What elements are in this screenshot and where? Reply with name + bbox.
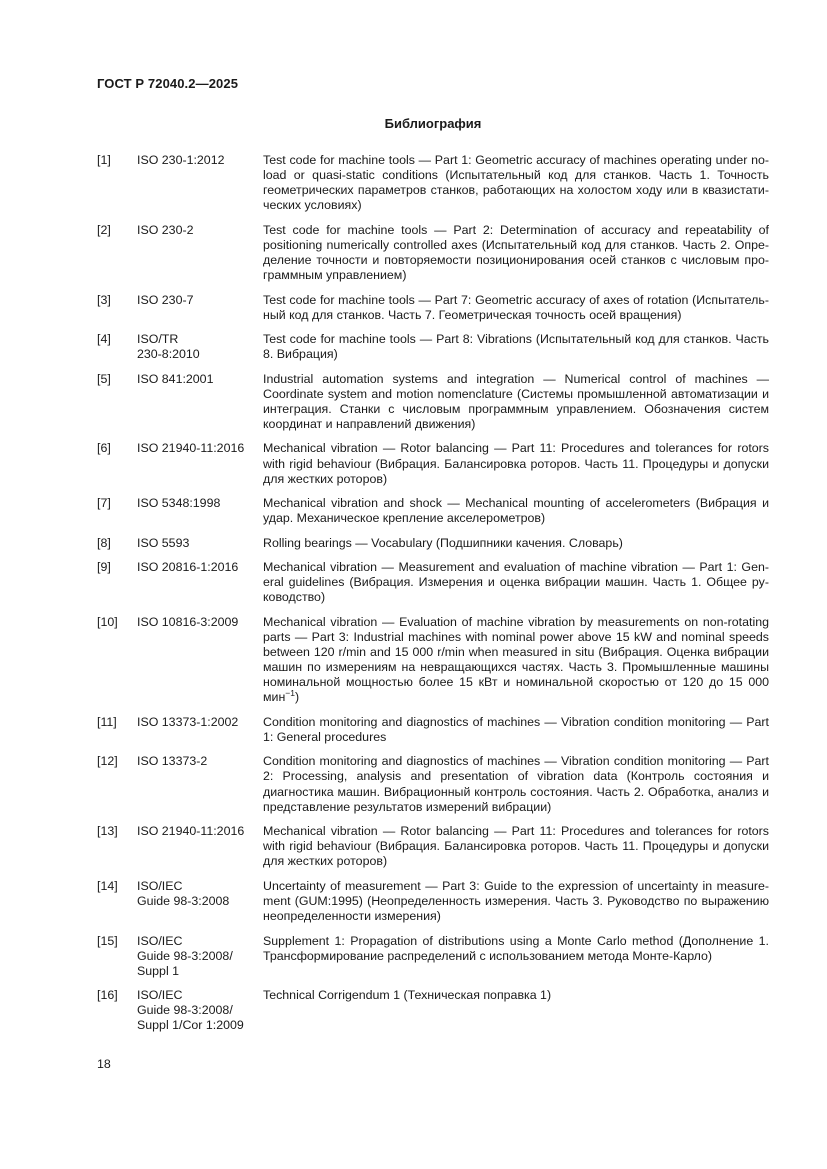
entry-text: Mechanical vibration and shock — Mechanical mounting of accelerometers (Вибрация и удар. Механическое крепление акселерометров) xyxy=(263,496,769,526)
entry-text: Uncertainty of measurement — Part 3: Guide to the expression of uncertainty in measurement (GUM:1995) (Неопределенность измерения. Часть 3. Руководство по выражению неопределенности измерения) xyxy=(263,878,769,924)
entry-text: Industrial automation systems and integration — Numerical control of machines — Coordinate system and motion nomenclature (Системы промышленной автоматизации и интеграция. Станки с числовым программным управлением. Обозначения систем координат и направлений движения) xyxy=(263,371,769,431)
entry-code xyxy=(137,934,263,979)
entry-code: ISO 5348:1998 xyxy=(137,496,221,511)
entry-text: Supplement 1: Propagation of distributions using a Monte Carlo method (Дополнение 1. Трансформирование распределений с использованием метода Монте-Карло) xyxy=(263,933,769,963)
entry-text: Technical Corrigendum 1 (Техническая поправка 1) xyxy=(263,988,552,1003)
entry-code-line: 230-8:2010 xyxy=(137,347,200,362)
entry-number: [12] xyxy=(97,754,118,769)
entry-code: ISO 21940-11:2016 xyxy=(137,824,245,839)
entry-code-line: Guide 98-3:2008 xyxy=(137,893,230,908)
page-number: 18 xyxy=(97,1057,111,1071)
entry-code: ISO 230-2 xyxy=(137,222,194,237)
bibliography-entry xyxy=(97,879,769,924)
entry-code xyxy=(137,332,263,362)
bibliography-entry xyxy=(97,536,769,551)
entry-code: ISO 230-1:2012 xyxy=(137,153,225,167)
entry-text: Test code for machine tools — Part 8: Vibrations (Испытательный код для станков. Часть 8. Вибрация) xyxy=(263,332,769,362)
entry-code: ISO 841:2001 xyxy=(137,371,214,386)
entry-text: Condition monitoring and diagnostics of machines — Vibration condition monitoring — Part 1: General procedures xyxy=(263,714,769,744)
entry-number: [8] xyxy=(97,535,111,550)
bibliography-entry xyxy=(97,223,769,283)
entry-text: Condition monitoring and diagnostics of machines — Vibration condition monitoring — Part 2: Processing, analysis and presentation of vibration data (Контроль состояния и диагностика машин. Вибрационный контроль состояния. Часть 2. Обработка, анализ и представление результатов измерений вибрации) xyxy=(263,754,769,814)
entry-number: [6] xyxy=(97,441,111,456)
entry-number: [13] xyxy=(97,824,118,839)
bibliography-entry xyxy=(97,441,769,486)
entry-text: Test code for machine tools — Part 7: Geometric accuracy of axes of rotation (Испытательный код для станков. Часть 7. Геометрическая точность осей вращения) xyxy=(263,292,769,322)
entry-number: [16] xyxy=(97,988,118,1003)
entry-number: [5] xyxy=(97,371,111,386)
entry-text: Mechanical vibration — Rotor balancing — Part 11: Procedures and tolerances for rotors with rigid behaviour (Вибрация. Балансировка роторов. Часть 11. Процедуры и допуски для жестких роторов) xyxy=(263,824,769,869)
bibliography-entry xyxy=(97,824,769,869)
entry-text-tail: ) xyxy=(295,690,300,705)
entry-code: ISO 13373-2 xyxy=(137,754,208,769)
entry-number: [11] xyxy=(97,714,117,729)
bibliography-entry xyxy=(97,153,769,213)
entry-number: [10] xyxy=(97,614,118,629)
entry-number: [1] xyxy=(97,153,111,167)
entry-code-line: Suppl 1 xyxy=(137,963,180,978)
entry-code-line: ISO/IEC xyxy=(137,878,183,893)
entry-text: Mechanical vibration — Measurement and evaluation of machine vibration — Part 1: General guidelines (Вибрация. Измерения и оценка вибрации машин. Часть 1. Общее руководство) xyxy=(263,560,769,605)
entry-code-line: Suppl 1/Cor 1:2009 xyxy=(137,1018,244,1033)
bibliography-entry xyxy=(97,293,769,323)
entry-text xyxy=(263,615,769,706)
entry-code: ISO 13373-1:2002 xyxy=(137,714,239,729)
bibliography-entry xyxy=(97,715,769,745)
document-header: ГОСТ Р 72040.2—2025 xyxy=(97,76,239,91)
bibliography-entry xyxy=(97,934,769,979)
entry-code: ISO 20816-1:2016 xyxy=(137,560,239,575)
entry-code-line: Guide 98-3:2008/ xyxy=(137,948,233,963)
entry-text-superscript: −1 xyxy=(285,688,295,699)
entry-code-line: Guide 98-3:2008/ xyxy=(137,1003,233,1018)
section-title: Библиография xyxy=(384,116,482,131)
entry-code-line: ISO/TR xyxy=(137,332,179,347)
bibliography-entry xyxy=(97,988,769,1033)
entry-text-main: Mechanical vibration — Evaluation of machine vibration by measurements on non-rotating parts — Part 3: Industrial machines with nominal power above 15 kW and nominal speeds between 120 r/min and 15 000 r/min when measured in situ (Вибрация. Оценка вибрации машин по измерениям на невращающихся частях. Часть 3. Промышленные машины номинальной мощностью более 15 кВт и номинальной скоростью от 120 до 15 000 мин xyxy=(263,614,769,705)
entry-number: [15] xyxy=(97,933,118,948)
entry-code: ISO 230-7 xyxy=(137,292,194,307)
entry-code xyxy=(137,988,263,1033)
entry-number: [14] xyxy=(97,878,118,893)
entry-code xyxy=(137,879,263,924)
entry-code: ISO 10816-3:2009 xyxy=(137,614,239,629)
entry-number: [4] xyxy=(97,332,111,347)
bibliography-entry xyxy=(97,560,769,605)
bibliography-entry xyxy=(97,332,769,362)
entry-number: [7] xyxy=(97,496,111,511)
entry-code: ISO 21940-11:2016 xyxy=(137,441,245,456)
entry-code-line: ISO/IEC xyxy=(137,988,183,1003)
bibliography-list xyxy=(97,153,769,1043)
bibliography-entry xyxy=(97,496,769,526)
entry-text: Test code for machine tools — Part 2: Determination of accuracy and repeatability of positioning numerically controlled axes (Испытательный код для станков. Часть 2. Определение точности и повторяемости позиционирования осей станков с числовым программным управлением) xyxy=(263,222,769,283)
entry-number: [9] xyxy=(97,560,111,575)
bibliography-entry xyxy=(97,372,769,432)
entry-number: [3] xyxy=(97,292,111,307)
entry-text: Rolling bearings — Vocabulary (Подшипники качения. Словарь) xyxy=(263,535,623,550)
entry-number: [2] xyxy=(97,222,111,237)
entry-text: Test code for machine tools — Part 1: Geometric accuracy of machines operating under no-load or quasi-static conditions (Испытательный код для станков. Часть 1. Точность геометрических параметров станков, работающих на холостом ходу или в квазистатических условиях) xyxy=(263,153,769,213)
bibliography-entry xyxy=(97,615,769,706)
entry-code-line: ISO/IEC xyxy=(137,933,183,948)
entry-text: Mechanical vibration — Rotor balancing — Part 11: Procedures and tolerances for rotors with rigid behaviour (Вибрация. Балансировка роторов. Часть 11. Процедуры и допуски для жестких роторов) xyxy=(263,441,769,486)
bibliography-entry xyxy=(97,754,769,814)
entry-code: ISO 5593 xyxy=(137,535,190,550)
